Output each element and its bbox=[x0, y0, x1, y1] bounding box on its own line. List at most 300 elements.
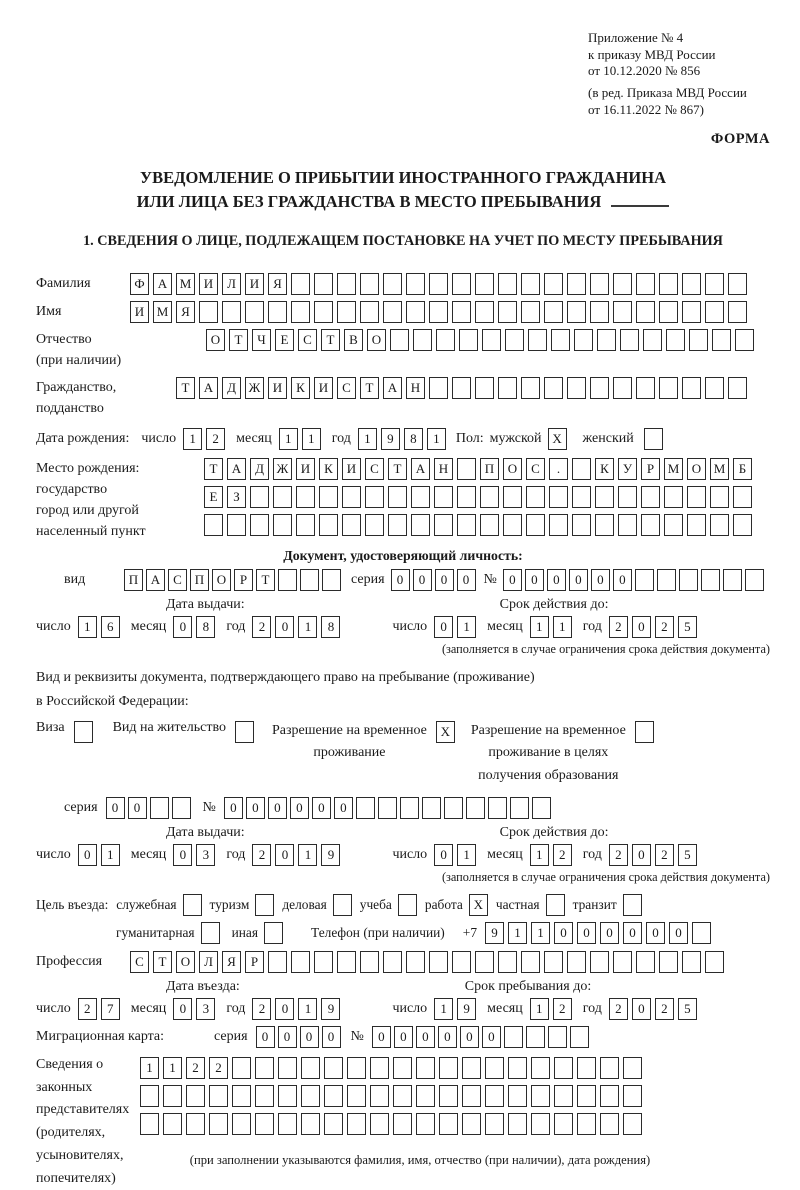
char-cell[interactable] bbox=[356, 797, 375, 819]
char-cell[interactable] bbox=[278, 1057, 297, 1079]
char-cell[interactable] bbox=[572, 514, 591, 536]
char-cell[interactable] bbox=[618, 486, 637, 508]
char-cell[interactable] bbox=[457, 514, 476, 536]
char-cell[interactable] bbox=[273, 514, 292, 536]
char-cell[interactable]: У bbox=[618, 458, 637, 480]
char-cell[interactable] bbox=[733, 514, 752, 536]
char-cell[interactable]: С bbox=[365, 458, 384, 480]
char-cell[interactable] bbox=[508, 1057, 527, 1079]
char-cell[interactable] bbox=[498, 377, 517, 399]
char-cell[interactable]: А bbox=[153, 273, 172, 295]
char-cell[interactable] bbox=[245, 301, 264, 323]
char-cell[interactable]: С bbox=[526, 458, 545, 480]
char-cell[interactable]: К bbox=[319, 458, 338, 480]
char-cell[interactable]: Я bbox=[176, 301, 195, 323]
char-cell[interactable]: 3 bbox=[196, 844, 215, 866]
char-cell[interactable]: 0 bbox=[569, 569, 588, 591]
char-cell[interactable] bbox=[712, 329, 731, 351]
char-cell[interactable] bbox=[163, 1085, 182, 1107]
char-cell[interactable] bbox=[255, 1085, 274, 1107]
char-cell[interactable]: Я bbox=[268, 273, 287, 295]
char-cell[interactable] bbox=[548, 1026, 567, 1048]
char-cell[interactable] bbox=[337, 273, 356, 295]
char-cell[interactable] bbox=[635, 569, 654, 591]
char-cell[interactable] bbox=[498, 273, 517, 295]
char-cell[interactable]: 1 bbox=[279, 428, 298, 450]
char-cell[interactable]: 0 bbox=[312, 797, 331, 819]
char-cell[interactable]: 1 bbox=[427, 428, 446, 450]
char-cell[interactable] bbox=[209, 1113, 228, 1135]
char-cell[interactable] bbox=[291, 273, 310, 295]
char-cell[interactable] bbox=[400, 797, 419, 819]
char-cell[interactable] bbox=[544, 377, 563, 399]
char-cell[interactable] bbox=[595, 514, 614, 536]
char-cell[interactable] bbox=[641, 486, 660, 508]
char-cell[interactable] bbox=[664, 514, 683, 536]
char-cell[interactable] bbox=[457, 458, 476, 480]
char-cell[interactable] bbox=[526, 486, 545, 508]
char-cell[interactable]: Д bbox=[250, 458, 269, 480]
char-cell[interactable] bbox=[503, 486, 522, 508]
char-cell[interactable] bbox=[232, 1113, 251, 1135]
char-cell[interactable] bbox=[623, 1113, 642, 1135]
char-cell[interactable]: 2 bbox=[252, 616, 271, 638]
char-cell[interactable] bbox=[549, 486, 568, 508]
char-cell[interactable]: 0 bbox=[554, 922, 573, 944]
char-cell[interactable]: 8 bbox=[404, 428, 423, 450]
char-cell[interactable]: 0 bbox=[173, 998, 192, 1020]
char-cell[interactable] bbox=[521, 377, 540, 399]
char-cell[interactable] bbox=[360, 951, 379, 973]
char-cell[interactable]: И bbox=[314, 377, 333, 399]
char-cell[interactable]: 1 bbox=[302, 428, 321, 450]
char-cell[interactable] bbox=[544, 951, 563, 973]
char-cell[interactable] bbox=[705, 951, 724, 973]
char-cell[interactable]: 9 bbox=[321, 998, 340, 1020]
char-cell[interactable] bbox=[701, 569, 720, 591]
char-cell[interactable]: 2 bbox=[609, 844, 628, 866]
char-cell[interactable] bbox=[406, 951, 425, 973]
char-cell[interactable] bbox=[393, 1057, 412, 1079]
char-cell[interactable] bbox=[532, 797, 551, 819]
char-cell[interactable]: 1 bbox=[298, 998, 317, 1020]
char-cell[interactable] bbox=[347, 1085, 366, 1107]
char-cell[interactable] bbox=[140, 1085, 159, 1107]
char-cell[interactable]: 1 bbox=[530, 998, 549, 1020]
char-cell[interactable]: О bbox=[212, 569, 231, 591]
char-cell[interactable] bbox=[521, 951, 540, 973]
char-cell[interactable] bbox=[554, 1085, 573, 1107]
char-cell[interactable] bbox=[485, 1113, 504, 1135]
char-cell[interactable] bbox=[682, 951, 701, 973]
char-cell[interactable] bbox=[659, 301, 678, 323]
char-cell[interactable] bbox=[526, 1026, 545, 1048]
char-cell[interactable]: О bbox=[176, 951, 195, 973]
char-cell[interactable] bbox=[600, 1085, 619, 1107]
char-cell[interactable]: Ж bbox=[245, 377, 264, 399]
char-cell[interactable] bbox=[554, 1057, 573, 1079]
char-cell[interactable] bbox=[296, 514, 315, 536]
char-cell[interactable] bbox=[728, 377, 747, 399]
char-cell[interactable]: В bbox=[344, 329, 363, 351]
char-cell[interactable]: 0 bbox=[290, 797, 309, 819]
char-cell[interactable]: 1 bbox=[101, 844, 120, 866]
char-cell[interactable]: С bbox=[168, 569, 187, 591]
char-cell[interactable] bbox=[682, 377, 701, 399]
char-cell[interactable] bbox=[301, 1085, 320, 1107]
char-cell[interactable]: 5 bbox=[678, 616, 697, 638]
char-cell[interactable]: Ж bbox=[273, 458, 292, 480]
char-cell[interactable]: 0 bbox=[256, 1026, 275, 1048]
char-cell[interactable] bbox=[324, 1113, 343, 1135]
char-cell[interactable]: 5 bbox=[678, 998, 697, 1020]
char-cell[interactable]: 2 bbox=[252, 998, 271, 1020]
char-cell[interactable]: 2 bbox=[209, 1057, 228, 1079]
char-cell[interactable] bbox=[406, 273, 425, 295]
char-cell[interactable]: Р bbox=[234, 569, 253, 591]
char-cell[interactable] bbox=[186, 1085, 205, 1107]
char-cell[interactable] bbox=[383, 951, 402, 973]
char-cell[interactable] bbox=[429, 273, 448, 295]
char-cell[interactable]: 0 bbox=[547, 569, 566, 591]
char-cell[interactable] bbox=[590, 951, 609, 973]
char-cell[interactable]: 0 bbox=[246, 797, 265, 819]
char-cell[interactable] bbox=[600, 1113, 619, 1135]
char-cell[interactable]: 1 bbox=[434, 998, 453, 1020]
char-cell[interactable]: О bbox=[687, 458, 706, 480]
char-cell[interactable]: 0 bbox=[632, 844, 651, 866]
char-cell[interactable]: 0 bbox=[173, 844, 192, 866]
char-cell[interactable] bbox=[436, 329, 455, 351]
char-cell[interactable]: Ф bbox=[130, 273, 149, 295]
char-cell[interactable]: З bbox=[227, 486, 246, 508]
char-cell[interactable] bbox=[733, 486, 752, 508]
char-cell[interactable]: И bbox=[296, 458, 315, 480]
char-cell[interactable]: Д bbox=[222, 377, 241, 399]
char-cell[interactable]: М bbox=[664, 458, 683, 480]
char-cell[interactable] bbox=[439, 1085, 458, 1107]
char-cell[interactable] bbox=[209, 1085, 228, 1107]
char-cell[interactable] bbox=[644, 428, 663, 450]
char-cell[interactable] bbox=[590, 273, 609, 295]
char-cell[interactable] bbox=[475, 951, 494, 973]
char-cell[interactable]: 0 bbox=[413, 569, 432, 591]
char-cell[interactable]: И bbox=[342, 458, 361, 480]
char-cell[interactable]: С bbox=[130, 951, 149, 973]
char-cell[interactable] bbox=[172, 797, 191, 819]
char-cell[interactable]: М bbox=[176, 273, 195, 295]
char-cell[interactable] bbox=[462, 1113, 481, 1135]
char-cell[interactable]: 0 bbox=[600, 922, 619, 944]
char-cell[interactable] bbox=[692, 922, 711, 944]
char-cell[interactable] bbox=[333, 894, 352, 916]
char-cell[interactable]: 0 bbox=[623, 922, 642, 944]
char-cell[interactable] bbox=[521, 301, 540, 323]
char-cell[interactable]: 1 bbox=[508, 922, 527, 944]
char-cell[interactable]: О bbox=[367, 329, 386, 351]
char-cell[interactable]: Л bbox=[222, 273, 241, 295]
char-cell[interactable] bbox=[590, 301, 609, 323]
char-cell[interactable] bbox=[574, 329, 593, 351]
char-cell[interactable] bbox=[411, 486, 430, 508]
char-cell[interactable] bbox=[613, 273, 632, 295]
char-cell[interactable] bbox=[342, 486, 361, 508]
char-cell[interactable] bbox=[554, 1113, 573, 1135]
char-cell[interactable] bbox=[498, 951, 517, 973]
char-cell[interactable] bbox=[422, 797, 441, 819]
char-cell[interactable]: 1 bbox=[183, 428, 202, 450]
char-cell[interactable] bbox=[600, 1057, 619, 1079]
char-cell[interactable] bbox=[544, 301, 563, 323]
char-cell[interactable]: 1 bbox=[530, 616, 549, 638]
char-cell[interactable] bbox=[549, 514, 568, 536]
char-cell[interactable]: 0 bbox=[128, 797, 147, 819]
char-cell[interactable] bbox=[613, 301, 632, 323]
char-cell[interactable] bbox=[255, 894, 274, 916]
char-cell[interactable] bbox=[531, 1085, 550, 1107]
char-cell[interactable] bbox=[390, 329, 409, 351]
char-cell[interactable]: 0 bbox=[322, 1026, 341, 1048]
char-cell[interactable] bbox=[710, 514, 729, 536]
char-cell[interactable] bbox=[457, 486, 476, 508]
char-cell[interactable]: А bbox=[227, 458, 246, 480]
char-cell[interactable] bbox=[528, 329, 547, 351]
char-cell[interactable]: Л bbox=[199, 951, 218, 973]
char-cell[interactable] bbox=[222, 301, 241, 323]
char-cell[interactable] bbox=[659, 951, 678, 973]
char-cell[interactable] bbox=[360, 273, 379, 295]
char-cell[interactable]: 2 bbox=[252, 844, 271, 866]
char-cell[interactable] bbox=[342, 514, 361, 536]
char-cell[interactable] bbox=[505, 329, 524, 351]
char-cell[interactable] bbox=[488, 797, 507, 819]
char-cell[interactable] bbox=[199, 301, 218, 323]
char-cell[interactable] bbox=[503, 514, 522, 536]
char-cell[interactable]: 2 bbox=[186, 1057, 205, 1079]
char-cell[interactable] bbox=[255, 1113, 274, 1135]
char-cell[interactable] bbox=[687, 486, 706, 508]
char-cell[interactable] bbox=[466, 797, 485, 819]
char-cell[interactable]: И bbox=[130, 301, 149, 323]
char-cell[interactable]: 2 bbox=[206, 428, 225, 450]
char-cell[interactable]: 2 bbox=[655, 616, 674, 638]
char-cell[interactable] bbox=[319, 514, 338, 536]
char-cell[interactable]: 1 bbox=[78, 616, 97, 638]
char-cell[interactable] bbox=[728, 301, 747, 323]
char-cell[interactable] bbox=[434, 514, 453, 536]
char-cell[interactable] bbox=[201, 922, 220, 944]
char-cell[interactable] bbox=[705, 273, 724, 295]
char-cell[interactable] bbox=[235, 721, 254, 743]
char-cell[interactable] bbox=[462, 1057, 481, 1079]
char-cell[interactable]: 0 bbox=[669, 922, 688, 944]
char-cell[interactable] bbox=[485, 1085, 504, 1107]
char-cell[interactable] bbox=[314, 301, 333, 323]
char-cell[interactable] bbox=[682, 273, 701, 295]
char-cell[interactable]: 5 bbox=[678, 844, 697, 866]
char-cell[interactable] bbox=[416, 1113, 435, 1135]
char-cell[interactable]: 0 bbox=[591, 569, 610, 591]
char-cell[interactable] bbox=[636, 377, 655, 399]
char-cell[interactable]: X bbox=[469, 894, 488, 916]
char-cell[interactable]: 0 bbox=[632, 616, 651, 638]
char-cell[interactable] bbox=[567, 301, 586, 323]
char-cell[interactable]: Р bbox=[641, 458, 660, 480]
char-cell[interactable]: С bbox=[298, 329, 317, 351]
char-cell[interactable]: 7 bbox=[101, 998, 120, 1020]
char-cell[interactable]: 0 bbox=[577, 922, 596, 944]
char-cell[interactable] bbox=[504, 1026, 523, 1048]
char-cell[interactable] bbox=[337, 951, 356, 973]
char-cell[interactable]: 0 bbox=[275, 998, 294, 1020]
char-cell[interactable]: 0 bbox=[460, 1026, 479, 1048]
char-cell[interactable] bbox=[613, 951, 632, 973]
char-cell[interactable] bbox=[388, 514, 407, 536]
char-cell[interactable] bbox=[416, 1085, 435, 1107]
char-cell[interactable] bbox=[370, 1057, 389, 1079]
char-cell[interactable] bbox=[567, 951, 586, 973]
char-cell[interactable]: 2 bbox=[609, 998, 628, 1020]
char-cell[interactable] bbox=[526, 514, 545, 536]
char-cell[interactable]: 2 bbox=[609, 616, 628, 638]
char-cell[interactable] bbox=[485, 1057, 504, 1079]
char-cell[interactable] bbox=[577, 1057, 596, 1079]
char-cell[interactable] bbox=[710, 486, 729, 508]
char-cell[interactable] bbox=[664, 486, 683, 508]
char-cell[interactable]: О bbox=[206, 329, 225, 351]
char-cell[interactable] bbox=[705, 301, 724, 323]
char-cell[interactable] bbox=[459, 329, 478, 351]
char-cell[interactable]: О bbox=[503, 458, 522, 480]
char-cell[interactable] bbox=[429, 951, 448, 973]
char-cell[interactable]: 0 bbox=[482, 1026, 501, 1048]
char-cell[interactable] bbox=[510, 797, 529, 819]
char-cell[interactable] bbox=[411, 514, 430, 536]
char-cell[interactable]: Р bbox=[245, 951, 264, 973]
char-cell[interactable] bbox=[296, 486, 315, 508]
char-cell[interactable] bbox=[413, 329, 432, 351]
char-cell[interactable]: X bbox=[548, 428, 567, 450]
char-cell[interactable]: 8 bbox=[321, 616, 340, 638]
char-cell[interactable] bbox=[264, 922, 283, 944]
char-cell[interactable]: 3 bbox=[196, 998, 215, 1020]
char-cell[interactable] bbox=[659, 377, 678, 399]
char-cell[interactable] bbox=[324, 1085, 343, 1107]
char-cell[interactable] bbox=[268, 301, 287, 323]
char-cell[interactable] bbox=[613, 377, 632, 399]
char-cell[interactable] bbox=[657, 569, 676, 591]
char-cell[interactable]: 0 bbox=[334, 797, 353, 819]
char-cell[interactable]: 0 bbox=[106, 797, 125, 819]
char-cell[interactable]: 2 bbox=[553, 844, 572, 866]
char-cell[interactable]: 9 bbox=[457, 998, 476, 1020]
char-cell[interactable] bbox=[572, 458, 591, 480]
char-cell[interactable] bbox=[623, 1085, 642, 1107]
char-cell[interactable] bbox=[314, 273, 333, 295]
char-cell[interactable] bbox=[150, 797, 169, 819]
char-cell[interactable]: 1 bbox=[140, 1057, 159, 1079]
char-cell[interactable]: 1 bbox=[457, 844, 476, 866]
char-cell[interactable]: 0 bbox=[416, 1026, 435, 1048]
char-cell[interactable]: 0 bbox=[268, 797, 287, 819]
char-cell[interactable] bbox=[452, 951, 471, 973]
char-cell[interactable]: 0 bbox=[78, 844, 97, 866]
char-cell[interactable] bbox=[635, 721, 654, 743]
char-cell[interactable]: 0 bbox=[278, 1026, 297, 1048]
char-cell[interactable]: 2 bbox=[655, 998, 674, 1020]
char-cell[interactable]: 0 bbox=[391, 569, 410, 591]
char-cell[interactable]: . bbox=[549, 458, 568, 480]
char-cell[interactable]: 0 bbox=[438, 1026, 457, 1048]
char-cell[interactable] bbox=[365, 486, 384, 508]
char-cell[interactable]: 1 bbox=[530, 844, 549, 866]
char-cell[interactable]: Т bbox=[321, 329, 340, 351]
char-cell[interactable] bbox=[255, 1057, 274, 1079]
char-cell[interactable]: М bbox=[153, 301, 172, 323]
char-cell[interactable] bbox=[544, 273, 563, 295]
char-cell[interactable] bbox=[498, 301, 517, 323]
char-cell[interactable] bbox=[618, 514, 637, 536]
char-cell[interactable] bbox=[337, 301, 356, 323]
char-cell[interactable]: 0 bbox=[613, 569, 632, 591]
char-cell[interactable]: Н bbox=[406, 377, 425, 399]
char-cell[interactable]: К bbox=[291, 377, 310, 399]
char-cell[interactable] bbox=[480, 514, 499, 536]
char-cell[interactable] bbox=[570, 1026, 589, 1048]
char-cell[interactable] bbox=[475, 273, 494, 295]
char-cell[interactable] bbox=[508, 1113, 527, 1135]
char-cell[interactable]: 1 bbox=[358, 428, 377, 450]
char-cell[interactable] bbox=[370, 1113, 389, 1135]
char-cell[interactable] bbox=[232, 1085, 251, 1107]
char-cell[interactable] bbox=[393, 1085, 412, 1107]
char-cell[interactable] bbox=[641, 514, 660, 536]
char-cell[interactable]: 1 bbox=[298, 616, 317, 638]
char-cell[interactable] bbox=[462, 1085, 481, 1107]
char-cell[interactable]: Т bbox=[360, 377, 379, 399]
char-cell[interactable]: 0 bbox=[275, 844, 294, 866]
char-cell[interactable]: 0 bbox=[525, 569, 544, 591]
char-cell[interactable] bbox=[531, 1057, 550, 1079]
char-cell[interactable]: 0 bbox=[275, 616, 294, 638]
char-cell[interactable] bbox=[480, 486, 499, 508]
char-cell[interactable] bbox=[735, 329, 754, 351]
char-cell[interactable]: И bbox=[199, 273, 218, 295]
char-cell[interactable] bbox=[705, 377, 724, 399]
char-cell[interactable] bbox=[577, 1085, 596, 1107]
char-cell[interactable]: 0 bbox=[224, 797, 243, 819]
char-cell[interactable]: 6 bbox=[101, 616, 120, 638]
char-cell[interactable] bbox=[728, 273, 747, 295]
char-cell[interactable] bbox=[475, 301, 494, 323]
char-cell[interactable] bbox=[314, 951, 333, 973]
char-cell[interactable]: Т bbox=[176, 377, 195, 399]
char-cell[interactable]: 0 bbox=[435, 569, 454, 591]
char-cell[interactable] bbox=[301, 1113, 320, 1135]
char-cell[interactable]: Н bbox=[434, 458, 453, 480]
char-cell[interactable] bbox=[347, 1057, 366, 1079]
char-cell[interactable] bbox=[659, 273, 678, 295]
char-cell[interactable] bbox=[531, 1113, 550, 1135]
char-cell[interactable]: 0 bbox=[646, 922, 665, 944]
char-cell[interactable]: Ч bbox=[252, 329, 271, 351]
char-cell[interactable] bbox=[452, 377, 471, 399]
char-cell[interactable] bbox=[74, 721, 93, 743]
char-cell[interactable] bbox=[679, 569, 698, 591]
char-cell[interactable]: С bbox=[337, 377, 356, 399]
char-cell[interactable] bbox=[521, 273, 540, 295]
char-cell[interactable] bbox=[643, 329, 662, 351]
